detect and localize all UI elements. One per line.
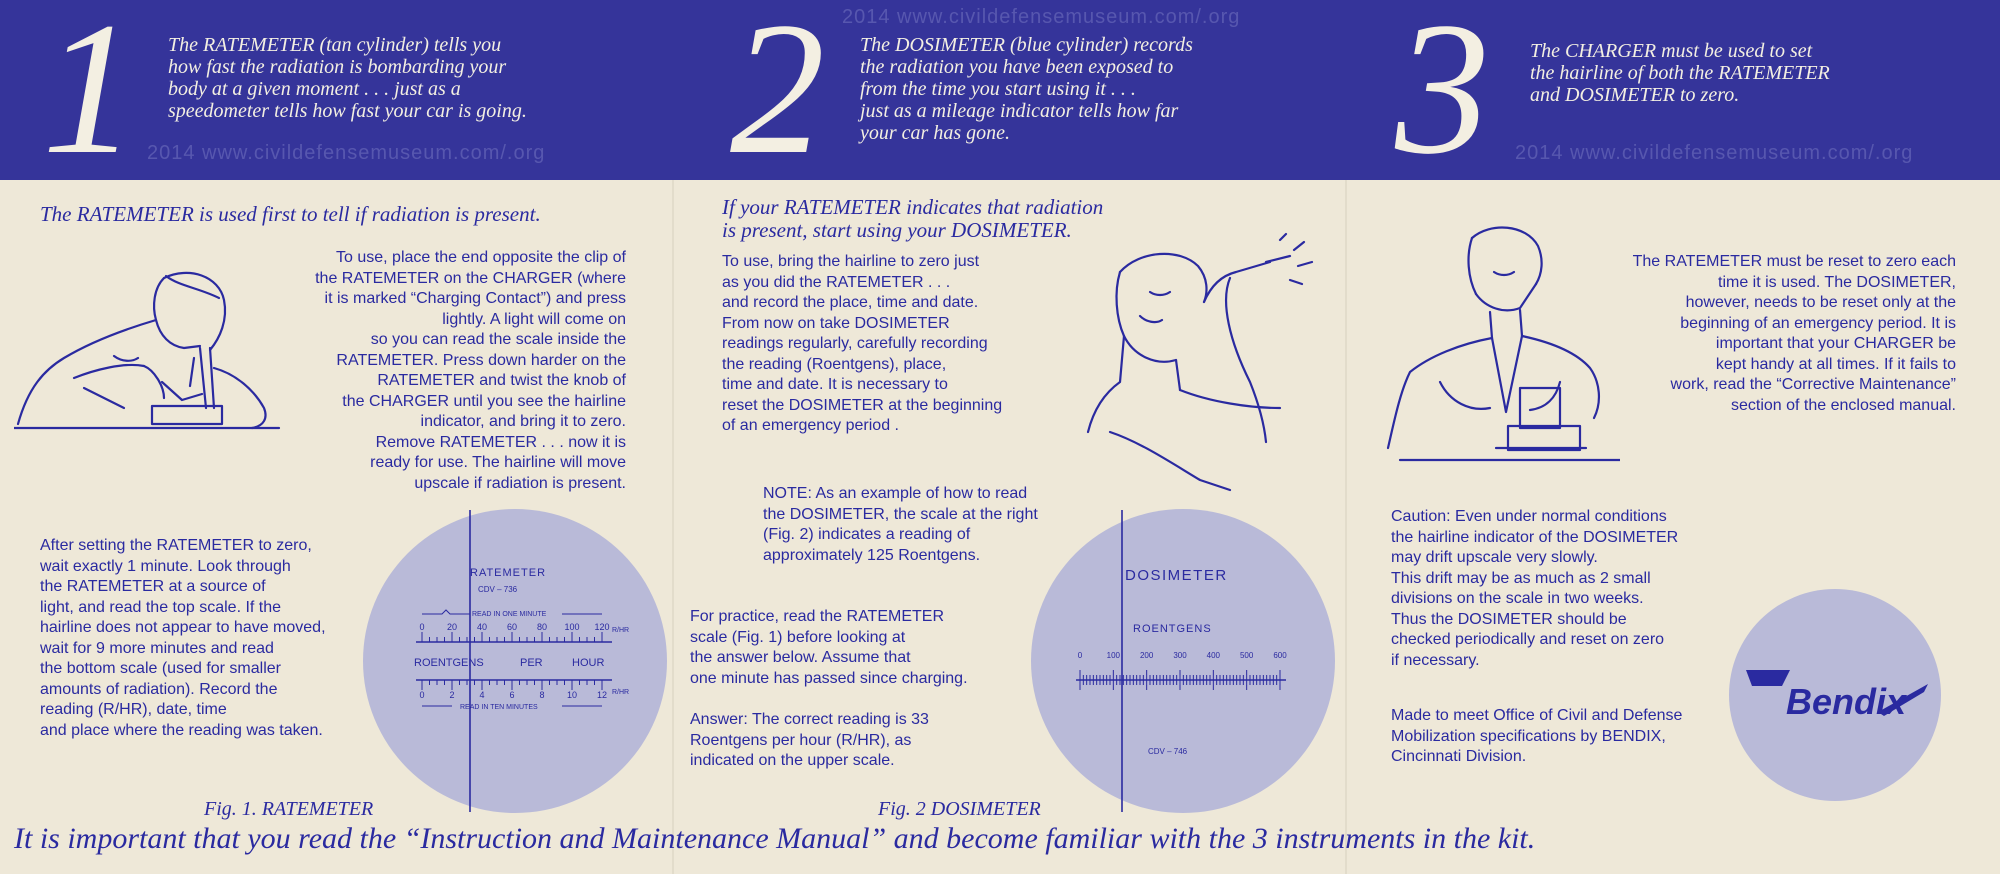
- ratemeter-top-label: 120: [594, 622, 610, 632]
- bottom-scale-unit: R/HR: [612, 689, 630, 696]
- step-1-text: [168, 34, 648, 122]
- step-3-line: and DOSIMETER to zero.: [1530, 84, 1740, 106]
- bendix-logo-text: Bendix: [1786, 681, 1907, 722]
- dosimeter-label: 600: [1273, 651, 1287, 660]
- middle-label-per: PER: [520, 657, 543, 669]
- step-number-2: 2: [730, 0, 825, 194]
- watermark: 2014 www.civildefensemuseum.com/.org: [842, 6, 1241, 28]
- man-reading-ratemeter-illustration: [14, 258, 284, 438]
- step-1-line: how fast the radiation is bombarding your: [168, 56, 507, 78]
- watermark: 2014 www.civildefensemuseum.com/.org: [147, 142, 546, 164]
- step-1-line: body at a given moment . . . just as a: [168, 78, 461, 100]
- ratemeter-top-label: 0: [419, 622, 425, 632]
- practice-text: For practice, read the RATEMETER scale (Fig. 1) before looking at the answer below. Assume that one minute has passed since charging.: [690, 608, 968, 687]
- manufacturer-text: Made to meet Office of Civil and Defense Mobilization specifications by BENDIX, Cincinnati Division.: [1391, 707, 1683, 765]
- step-2-line: from the time you start using it . . .: [860, 78, 1136, 100]
- ratemeter-bottom-label: 6: [509, 690, 515, 700]
- panel-2-heading-line: If your RATEMETER indicates that radiation: [722, 195, 1104, 219]
- figure-2-caption: Fig. 2 DOSIMETER: [878, 798, 1041, 820]
- ratemeter-bottom-label: 2: [449, 690, 455, 700]
- dosimeter-label: 400: [1206, 651, 1221, 660]
- top-scale-label: READ IN ONE MINUTE: [472, 611, 547, 618]
- dosimeter-note: NOTE: As an example of how to read the DOSIMETER, the scale at the right (Fig. 2) indicates a reading of approximately 125 Roentgens.: [763, 485, 1038, 564]
- dosimeter-label: 500: [1239, 651, 1254, 660]
- ratemeter-bottom-label: 10: [566, 690, 578, 700]
- step-1-line: speedometer tells how fast your car is going.: [168, 100, 527, 122]
- panel-1-heading: The RATEMETER is used first to tell if radiation is present.: [40, 202, 541, 226]
- dial-title: DOSIMETER: [1125, 567, 1228, 584]
- dosimeter-label: 200: [1139, 651, 1154, 660]
- step-1-line: The RATEMETER (tan cylinder) tells you: [168, 34, 502, 56]
- dial-model: CDV – 736: [478, 585, 518, 594]
- step-2-line: the radiation you have been exposed to: [860, 56, 1174, 78]
- ratemeter-top-label: 40: [476, 622, 488, 632]
- step-number-1: 1: [42, 0, 137, 194]
- footer-message: It is important that you read the “Instruction and Maintenance Manual” and become familiar with the 3 instruments in the kit.: [14, 822, 1536, 855]
- step-2-line: The DOSIMETER (blue cylinder) records: [860, 34, 1193, 56]
- panel-2-heading-line: is present, start using your DOSIMETER.: [722, 218, 1072, 242]
- dosimeter-label: 300: [1173, 651, 1187, 660]
- dosimeter-scale-dial: [1030, 508, 1336, 814]
- dial-title: RATEMETER: [470, 567, 547, 579]
- middle-label-hour: HOUR: [572, 657, 605, 669]
- step-3-line: the hairline of both the RATEMETER: [1530, 62, 1830, 84]
- step-3-line: The CHARGER must be used to set: [1530, 40, 1813, 62]
- bottom-scale-label: READ IN TEN MINUTES: [460, 704, 538, 711]
- panel-2-heading: [722, 196, 1103, 242]
- ratemeter-top-label: 80: [536, 622, 548, 632]
- panel-1-after-setting: After setting the RATEMETER to zero, wait exactly 1 minute. Look through the RATEMETER at a source of light, and read the top scale. If the hairline does not appear to have moved, wait for 9 more minutes and read the bottom scale (used for smaller amounts of radiation). Record the reading (R/HR), date, time and place where the reading was taken.: [40, 537, 326, 739]
- fold-line: [1345, 180, 1347, 874]
- ratemeter-top-label: 60: [506, 622, 518, 632]
- ratemeter-bottom-label: 0: [419, 690, 425, 700]
- step-2-text: [860, 34, 1340, 144]
- caution-text: Caution: Even under normal conditions the hairline indicator of the DOSIMETER may drift upscale very slowly. This drift may be as much as 2 small divisions on the scale in two weeks. Thus the DOSIMETER should be checked periodically and reset on zero if necessary.: [1391, 508, 1679, 669]
- dosimeter-label: 0: [1077, 651, 1083, 660]
- ratemeter-top-label: 100: [564, 622, 580, 632]
- bendix-logo-disc: [1728, 588, 1942, 802]
- ratemeter-scale-dial: [362, 508, 668, 814]
- figure-1-caption: Fig. 1. RATEMETER: [204, 798, 374, 820]
- answer-text: Answer: The correct reading is 33 Roentgens per hour (R/HR), as indicated on the upper scale.: [690, 711, 929, 769]
- step-2-line: just as a mileage indicator tells how far: [860, 100, 1179, 122]
- ratemeter-top-label: 20: [446, 622, 458, 632]
- dial-unit: ROENTGENS: [1133, 623, 1212, 635]
- step-3-text: [1530, 40, 1970, 106]
- ratemeter-bottom-label: 12: [596, 690, 608, 700]
- step-number-3: 3: [1395, 0, 1490, 194]
- panel-1-instructions: To use, place the end opposite the clip of the RATEMETER on the CHARGER (where it is marked “Charging Contact”) and press lightly. A light will come on so you can read the scale inside the RATEMETER. Press down harder on the RATEMETER and twist the knob of the CHARGER until you see the hairline indicator, and bring it to zero. Remove RATEMETER . . . now it is ready for use. The hairline will move upscale if radiation is present.: [315, 249, 626, 492]
- ratemeter-bottom-label: 8: [539, 690, 545, 700]
- dial-model: CDV – 746: [1148, 747, 1188, 756]
- ratemeter-bottom-label: 4: [479, 690, 485, 700]
- panel-2-instructions: To use, bring the hairline to zero just as you did the RATEMETER . . . and record the place, time and date. From now on take DOSIMETER readings regularly, carefully recording the reading (Roentgens), place, time and date. It is necessary to reset the DOSIMETER at the beginning of an emergency period .: [722, 253, 1003, 434]
- top-scale-unit: R/HR: [612, 627, 630, 634]
- watermark: 2014 www.civildefensemuseum.com/.org: [1515, 142, 1914, 164]
- man-reading-dosimeter-illustration: [1080, 232, 1320, 494]
- step-2-line: your car has gone.: [860, 122, 1010, 144]
- fold-line: [672, 180, 674, 874]
- middle-label-roentgens: ROENTGENS: [414, 657, 484, 669]
- dosimeter-label: 100: [1106, 651, 1121, 660]
- panel-3-reset-text: The RATEMETER must be reset to zero each time it is used. The DOSIMETER, however, needs to be reset only at the beginning of an emergency period. It is important that your CHARGER be kept handy at all times. If it fails to work, read the “Corrective Maintenance” section of the enclosed manual.: [1632, 253, 1956, 414]
